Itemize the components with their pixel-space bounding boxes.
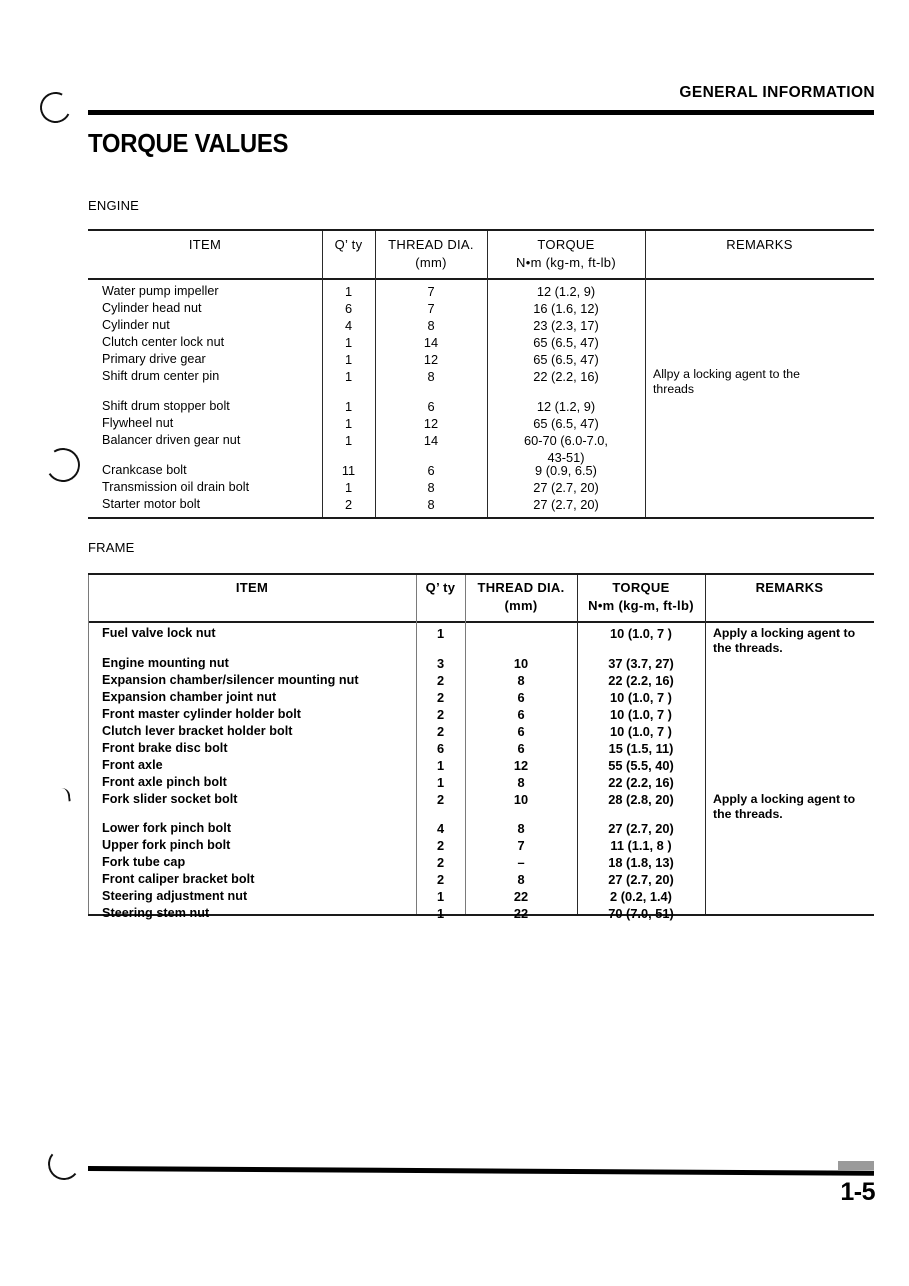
table-row-torque: 22 (2.2, 16) [533, 369, 599, 384]
table-row-item-label: Front axle [102, 758, 163, 772]
table-row-torque: 16 (1.6, 12) [533, 301, 599, 316]
table-row-torque: 18 (1.8, 13) [608, 855, 674, 870]
table-row-torque: 22 (2.2, 16) [608, 775, 674, 790]
table-row-torque: 10 (1.0, 7 ) [610, 724, 672, 739]
table-row-qty: 1 [436, 775, 445, 790]
table-row-thread-dia: 8 [517, 872, 525, 887]
column-header-torque: TORQUE N•m (kg-m, ft-lb) [487, 237, 645, 270]
table-row-item-label: Engine mounting nut [102, 656, 229, 670]
table-row-thread-dia: 6 [517, 707, 525, 722]
table-row-item-label: Front axle pinch bolt [102, 775, 227, 789]
table-row-thread-dia: 12 [423, 416, 439, 431]
table-row-item-label: Water pump impeller [102, 284, 219, 298]
table-row-thread-dia: 8 [427, 318, 435, 333]
table-row-torque: 27 (2.7, 20) [608, 821, 674, 836]
table-row-item-label: Upper fork pinch bolt [102, 838, 231, 852]
table-row-torque: 27 (2.7, 20) [608, 872, 674, 887]
frame-table-caption: FRAME [88, 540, 135, 555]
table-row-thread-dia: 8 [427, 480, 435, 495]
page-title: TORQUE VALUES [88, 128, 289, 158]
table-row-thread-dia: 8 [427, 369, 435, 384]
column-header-torque: TORQUE N•m (kg-m, ft-lb) [577, 580, 705, 613]
table-header-rule [88, 621, 874, 623]
table-row-qty: 2 [436, 872, 445, 887]
table-row-qty: 2 [436, 707, 445, 722]
binder-ring-artifact-icon [47, 1147, 82, 1182]
table-row-torque: 12 (1.2, 9) [536, 399, 596, 414]
binder-ring-artifact-icon [43, 445, 83, 485]
table-row-item-label: Expansion chamber/silencer mounting nut [102, 673, 359, 687]
column-header-qty: Q’ ty [425, 580, 456, 595]
table-row-thread-dia: 7 [517, 838, 525, 853]
table-row-item-label: Lower fork pinch bolt [102, 821, 232, 835]
column-header-remarks: REMARKS [726, 237, 793, 252]
table-row-qty: 3 [436, 656, 445, 671]
table-column-separator [645, 231, 646, 517]
table-row-item-label: Crankcase bolt [102, 463, 187, 477]
table-row-qty: 2 [436, 792, 445, 807]
engine-torque-table [88, 229, 874, 521]
table-row-qty: 4 [344, 318, 353, 333]
table-row-thread-dia: 8 [517, 775, 525, 790]
table-row-torque: 37 (3.7, 27) [608, 656, 674, 671]
column-header-thread-dia: THREAD DIA. (mm) [465, 580, 577, 613]
table-row-thread-dia: 6 [427, 399, 435, 414]
table-row-item-label: Clutch center lock nut [102, 335, 225, 349]
table-row-thread-dia: 12 [513, 758, 529, 773]
table-row-torque: 10 (1.0, 7 ) [610, 690, 672, 705]
table-row-torque: 60-70 (6.0-7.0, [524, 433, 608, 448]
table-row-thread-dia: 12 [423, 352, 439, 367]
table-row-torque: 10 (1.0, 7 ) [610, 707, 672, 722]
table-row-torque: 2 (0.2, 1.4) [610, 889, 672, 904]
table-row-torque: 27 (2.7, 20) [533, 497, 599, 512]
table-row-torque: 65 (6.5, 47) [533, 416, 599, 431]
table-row-item-label: Fuel valve lock nut [102, 626, 216, 640]
column-header-qty: Q’ ty [334, 237, 363, 252]
table-row-item-label: Front brake disc bolt [102, 741, 228, 755]
table-row-qty: 4 [436, 821, 445, 836]
table-row-qty: 1 [344, 433, 353, 448]
table-row-qty: 1 [344, 416, 353, 431]
table-row-thread-dia: 22 [513, 889, 529, 904]
table-remark-text [653, 367, 874, 396]
table-row-item-label: Fork tube cap [102, 855, 186, 869]
table-row-torque: 15 (1.5, 11) [608, 741, 674, 756]
table-row-item-label: Balancer driven gear nut [102, 433, 241, 447]
table-row-qty: 6 [436, 741, 445, 756]
table-remark-line: Apply a locking agent to [713, 626, 856, 640]
table-row-item-label: Front caliper bracket bolt [102, 872, 255, 886]
table-remark-line: Allpy a locking agent to the [653, 367, 800, 381]
header-rule [88, 110, 874, 115]
table-row-torque: 11 (1.1, 8 ) [610, 838, 672, 853]
table-row-qty: 11 [341, 463, 356, 478]
table-remark-line: Apply a locking agent to [713, 792, 856, 806]
table-row-thread-dia: 14 [423, 433, 439, 448]
table-row-qty: 1 [344, 335, 353, 350]
column-header-remarks: REMARKS [755, 580, 824, 595]
table-row-thread-dia: 6 [517, 724, 525, 739]
table-row-item-label: Fork slider socket bolt [102, 792, 238, 806]
table-row-thread-dia: 22 [513, 906, 529, 921]
table-row-qty: 1 [436, 889, 445, 904]
table-top-rule [88, 229, 874, 231]
frame-torque-table [88, 573, 874, 921]
table-row-qty: 1 [344, 399, 353, 414]
table-row-torque-cont: 43-51) [547, 450, 585, 465]
table-row-thread-dia: 8 [427, 497, 435, 512]
column-header-thread-dia-unit: (mm) [504, 598, 538, 613]
table-row-thread-dia: – [517, 855, 525, 870]
table-row-item-label: Shift drum center pin [102, 369, 220, 383]
page-header-title: GENERAL INFORMATION [679, 84, 875, 101]
table-row-qty: 6 [344, 301, 353, 316]
table-row-item-label: Starter motor bolt [102, 497, 201, 511]
table-row-torque: 55 (5.5, 40) [608, 758, 674, 773]
table-row-item-label: Transmission oil drain bolt [102, 480, 250, 494]
table-row-qty: 2 [436, 690, 445, 705]
column-header-torque-unit: N•m (kg-m, ft-lb) [516, 255, 616, 270]
table-left-border [88, 575, 89, 914]
table-row-qty: 2 [436, 724, 445, 739]
table-row-thread-dia: 10 [513, 656, 529, 671]
table-row-item-label: Cylinder head nut [102, 301, 202, 315]
table-remark-line: the threads. [713, 640, 783, 655]
table-row-item-label: Primary drive gear [102, 352, 206, 366]
table-row-qty: 2 [436, 855, 445, 870]
table-row-item-label: Front master cylinder holder bolt [102, 707, 301, 721]
table-row-item-label: Steering adjustment nut [102, 889, 248, 903]
scan-mark-artifact-icon [56, 787, 70, 802]
table-row-torque: 12 (1.2, 9) [536, 284, 596, 299]
column-header-item: ITEM [235, 580, 269, 595]
table-row-item-label: Steering stem nut [102, 906, 210, 920]
table-row-item-label: Shift drum stopper bolt [102, 399, 230, 413]
table-remark-line: threads [653, 381, 695, 396]
table-top-rule [88, 573, 874, 575]
table-header-rule [88, 278, 874, 280]
table-row-thread-dia: 6 [517, 741, 525, 756]
table-row-qty: 2 [344, 497, 353, 512]
table-row-thread-dia: 8 [517, 821, 525, 836]
table-row-torque: 10 (1.0, 7 ) [610, 626, 672, 641]
footer-tab-marker [838, 1161, 874, 1170]
table-row-qty: 1 [436, 758, 445, 773]
table-row-qty: 1 [436, 626, 445, 641]
footer-rule [88, 1166, 874, 1176]
table-row-qty: 1 [344, 480, 353, 495]
table-bottom-rule [88, 517, 874, 519]
table-row-torque: 70 (7.0, 51) [608, 906, 674, 921]
table-column-separator [705, 575, 706, 914]
table-row-thread-dia: 7 [427, 284, 435, 299]
table-row-qty: 2 [436, 838, 445, 853]
table-row-torque: 23 (2.3, 17) [533, 318, 599, 333]
table-row-item-label: Expansion chamber joint nut [102, 690, 277, 704]
table-row-qty: 1 [344, 284, 353, 299]
table-row-thread-dia: 10 [513, 792, 529, 807]
table-row-thread-dia: 6 [427, 463, 435, 478]
table-row-torque: 27 (2.7, 20) [533, 480, 599, 495]
table-row-qty: 2 [436, 673, 445, 688]
column-header-torque-unit: N•m (kg-m, ft-lb) [588, 598, 694, 613]
engine-table-caption: ENGINE [88, 198, 140, 213]
table-row-qty: 1 [344, 369, 353, 384]
table-remark-text [713, 792, 874, 821]
table-remark-text [713, 626, 874, 655]
table-row-qty: 1 [436, 906, 445, 921]
column-header-item: ITEM [188, 237, 222, 252]
column-header-thread-dia-unit: (mm) [415, 255, 447, 270]
table-row-thread-dia: 6 [517, 690, 525, 705]
table-row-torque: 65 (6.5, 47) [533, 352, 599, 367]
table-row-torque: 9 (0.9, 6.5) [535, 463, 597, 478]
table-row-thread-dia: 8 [517, 673, 525, 688]
page-number: 1-5 [840, 1178, 875, 1206]
column-header-thread-dia: THREAD DIA. (mm) [375, 237, 487, 270]
table-row-torque: 28 (2.8, 20) [608, 792, 674, 807]
table-remark-line: the threads. [713, 806, 783, 821]
table-row-item-label: Flywheel nut [102, 416, 174, 430]
table-row-torque: 22 (2.2, 16) [608, 673, 674, 688]
table-row-item-label: Cylinder nut [102, 318, 170, 332]
binder-ring-artifact-icon [36, 88, 75, 127]
table-row-item-label: Clutch lever bracket holder bolt [102, 724, 293, 738]
table-row-thread-dia: 7 [427, 301, 435, 316]
table-row-torque: 65 (6.5, 47) [533, 335, 599, 350]
table-row-thread-dia: 14 [423, 335, 439, 350]
table-row-qty: 1 [344, 352, 353, 367]
